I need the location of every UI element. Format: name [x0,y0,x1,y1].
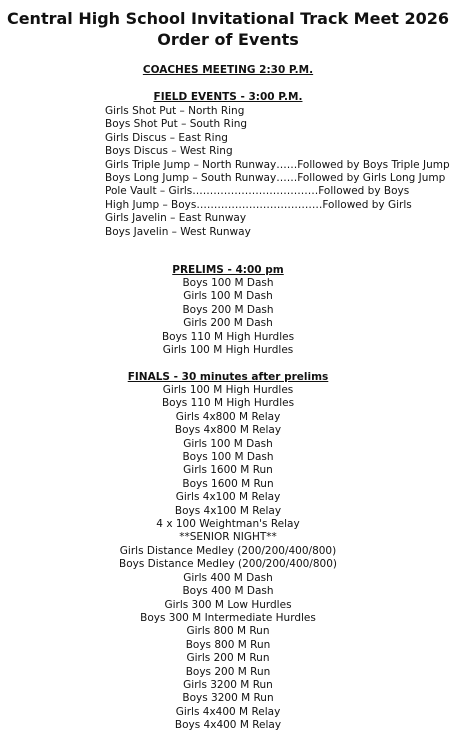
list-item: Girls 800 M Run [186,625,270,638]
list-item: Boys Long Jump – South Runway……Followed by Girls Long Jump [105,172,446,185]
list-item: Boys 4x400 M Relay [174,719,282,732]
list-item: Boys 400 M Dash [182,585,274,598]
list-item: Boys 4x100 M Relay [174,504,282,517]
list-item: Girls 400 M Dash [183,571,273,584]
field-events-list [105,105,450,239]
list-item: Girls 100 M High Hurdles [162,384,294,396]
finals-heading: FINALS - 30 minutes after prelims [127,371,329,383]
list-item: Boys 200 M Dash [182,303,274,316]
list-item: Boys 1600 M Run [182,477,274,490]
prelims-heading: PRELIMS - 4:00 pm [172,264,284,276]
list-item: Girls 1600 M Run [183,464,273,477]
list-item: Boys 100 M Dash [182,451,274,464]
list-item: Girls 4x400 M Relay [175,705,281,718]
coaches-meeting-heading: COACHES MEETING 2:30 P.M. [142,64,314,76]
list-item: Girls 200 M Dash [183,317,273,330]
list-item: Boys 200 M Run [185,665,271,678]
list-item: Pole Vault – Girls………………………………Followed by Boys [105,185,410,198]
list-item: Girls 100 M Dash [183,437,273,450]
list-item: Boys 100 M Dash [182,277,274,289]
list-item: Girls Triple Jump – North Runway……Followed by Boys Triple Jump [105,158,450,171]
finals-list [0,384,456,733]
list-item: Girls 4x800 M Relay [175,410,281,423]
prelims-list [0,277,456,357]
list-item: Boys Discus – West Ring [105,145,233,158]
list-item: Girls 100 M High Hurdles [162,344,294,357]
list-item: Boys 110 M High Hurdles [161,330,295,343]
list-item: Girls Shot Put – North Ring [105,105,245,117]
list-item: Boys 300 M Intermediate Hurdles [140,611,316,624]
list-item: 4 x 100 Weightman's Relay [156,518,300,531]
list-item: Boys 4x800 M Relay [174,424,282,437]
list-item: Girls 300 M Low Hurdles [164,598,292,611]
list-item: Boys Javelin – West Runway [105,225,251,238]
field-events-heading: FIELD EVENTS - 3:00 P.M. [153,91,303,103]
list-item: Girls 100 M Dash [183,290,273,303]
list-item: Boys Shot Put – South Ring [105,118,248,131]
document-subtitle: Order of Events [157,30,299,49]
list-item: Girls 4x100 M Relay [175,491,281,504]
list-item: Boys 800 M Run [185,638,271,651]
document-title: Central High School Invitational Track Meet 2026 [6,9,450,28]
list-item: Girls Distance Medley (200/200/400/800) [119,544,337,557]
list-item: Girls 3200 M Run [183,678,273,691]
list-item: Girls Discus – East Ring [105,131,228,144]
list-item: Boys 3200 M Run [182,692,274,705]
list-item: Girls 200 M Run [186,652,270,665]
list-item: Boys Distance Medley (200/200/400/800) [119,558,337,571]
list-item: Girls Javelin – East Runway [105,212,247,225]
list-item: Boys 110 M High Hurdles [161,397,295,410]
list-item: High Jump – Boys………………………………Followed by Girls [105,198,412,211]
list-item: **SENIOR NIGHT** [179,531,277,544]
